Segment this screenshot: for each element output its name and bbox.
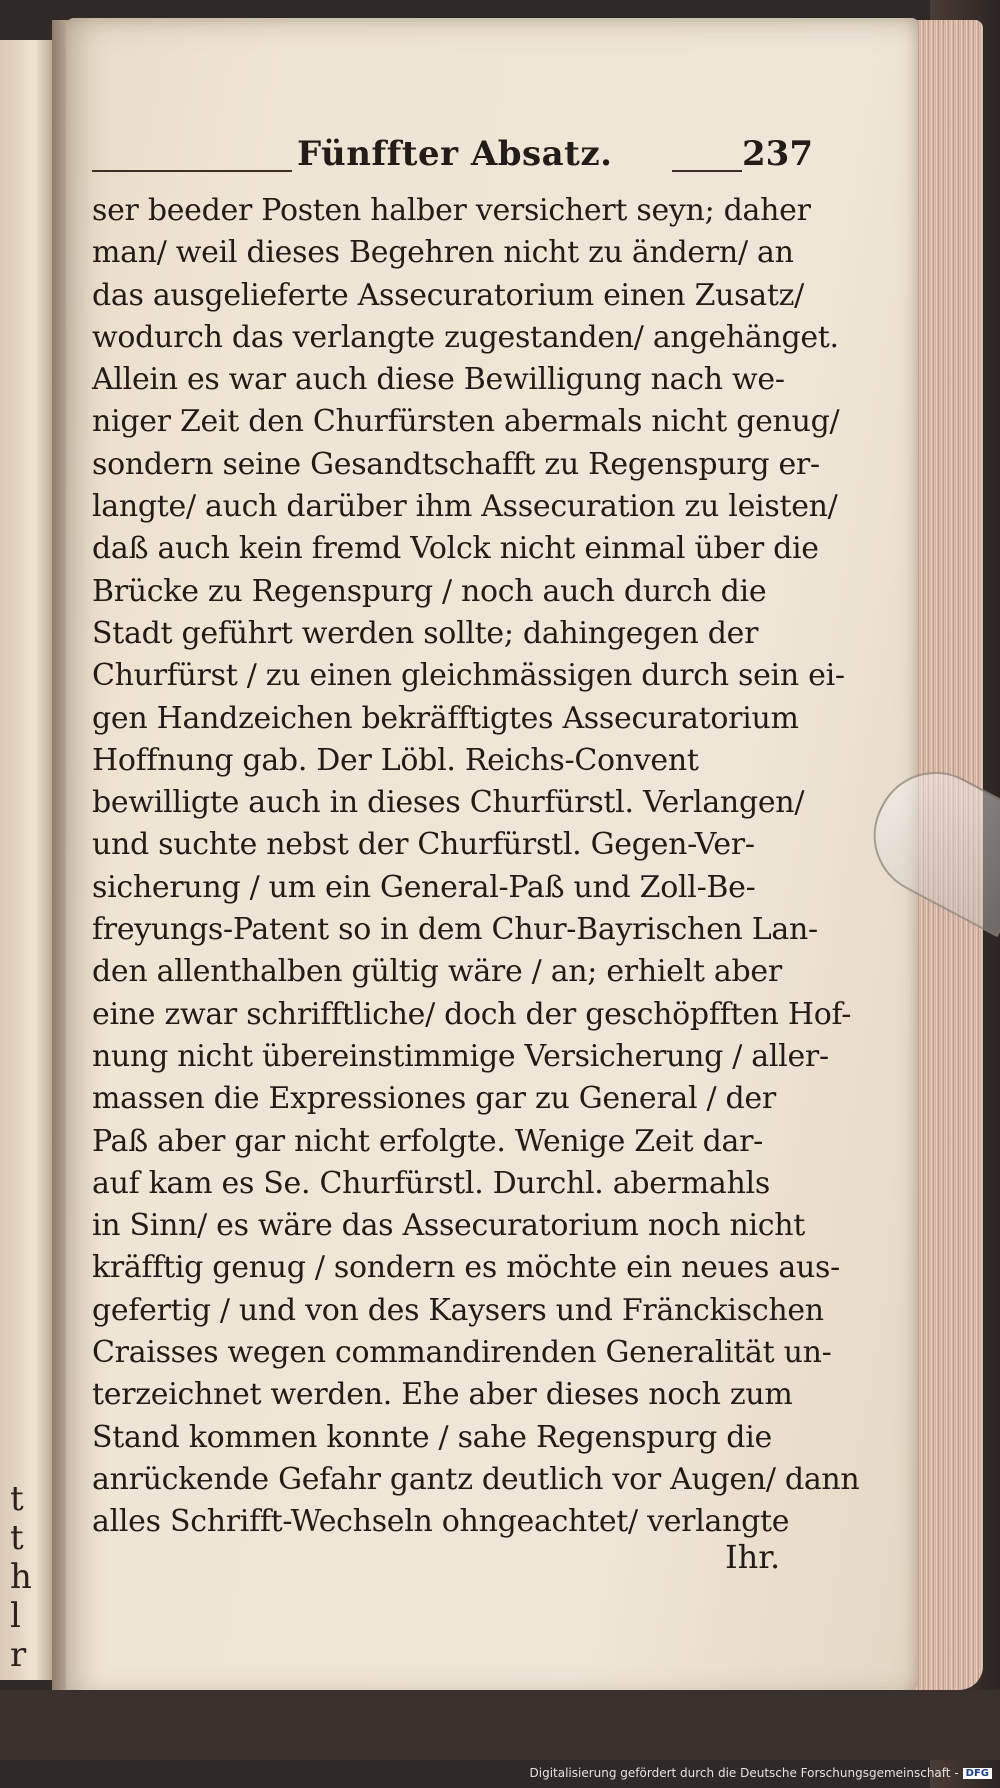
catchword: Ihr. [725,1538,781,1576]
text-line: langte/ auch darüber ihm Assecuration zu leisten/ [92,489,838,525]
text-line: das ausgelieferte Assecuratorium einen Zusatz/ [92,277,804,313]
body-text [92,190,860,1544]
text-line: bewilligte auch in dieses Churfürstl. Verlangen/ [92,785,805,821]
text-line: in Sinn/ es wäre das Assecuratorium noch nicht [92,1208,806,1244]
text-line: kräfftig genug / sondern es möchte ein neues aus- [92,1250,840,1286]
text-line: und suchte nebst der Churfürstl. Gegen-Ver- [92,827,755,863]
text-line: terzeichnet werden. Ehe aber dieses noch zum [92,1377,793,1413]
left-fragment: h [10,1557,32,1598]
page-number: 237 [742,134,813,174]
text-line: daß auch kein fremd Volck nicht einmal über die [92,531,819,567]
digitization-credit [530,1766,993,1780]
header-rule [672,170,742,172]
text-line: gefertig / und von des Kaysers und Fränckischen [92,1292,824,1328]
text-line: massen die Expressiones gar zu General / der [92,1081,776,1117]
left-page-fragments [10,1480,32,1675]
left-fragment: t [10,1518,24,1559]
text-line: sicherung / um ein General-Paß und Zoll-Be- [92,869,756,905]
text-line: anrückende Gefahr gantz deutlich vor Augen/ dann [92,1461,860,1497]
left-fragment: t [10,1479,24,1519]
text-line: Hoffnung gab. Der Löbl. Reichs-Convent [92,742,699,778]
text-line: niger Zeit den Churfürsten abermals nicht genug/ [92,404,840,440]
text-line: auf kam es Se. Churfürstl. Durchl. abermahls [92,1165,770,1201]
text-line: Brücke zu Regenspurg / noch auch durch die [92,573,767,609]
left-fragment: l [10,1596,21,1637]
header-rule [92,170,292,172]
text-line: Allein es war auch diese Bewilligung nach we- [92,362,785,398]
page-header [92,132,812,184]
text-line: gen Handzeichen bekräfftigtes Assecuratorium [92,700,799,736]
text-line: den allenthalben gültig wäre / an; erhielt aber [92,954,782,990]
scan-bottom-band [0,1690,1000,1760]
left-page-edge [0,40,58,1680]
text-line: freyungs-Patent so in dem Chur-Bayrischen Lan- [92,912,818,948]
text-line: Craisses wegen commandirenden Generalität un- [92,1335,832,1371]
left-fragment: r [10,1635,27,1676]
dfg-logo: DFG [963,1768,992,1779]
text-line: ser beeder Posten halber versichert seyn; daher [92,193,811,228]
text-line: sondern seine Gesandtschafft zu Regenspurg er- [92,446,820,482]
credit-text: Digitalisierung gefördert durch die Deutsche Forschungsgemeinschaft - [529,1766,959,1780]
text-line: alles Schrifft-Wechseln ohngeachtet/ verlangte [92,1504,790,1540]
text-line: man/ weil dieses Begehren nicht zu ändern/ an [92,235,794,271]
running-head: Fünffter Absatz. [297,134,613,174]
text-line: wodurch das verlangte zugestanden/ angehänget. [92,319,839,355]
text-line: Churfürst / zu einen gleichmässigen durch sein ei- [92,658,845,694]
text-line: eine zwar schrifftliche/ doch der geschöpfften Hof- [92,996,852,1032]
text-line: Paß aber gar nicht erfolgte. Wenige Zeit dar- [92,1123,763,1159]
text-line: Stadt geführt werden sollte; dahingegen der [92,615,759,651]
text-line: nung nicht übereinstimmige Versicherung / aller- [92,1038,829,1074]
text-line: Stand kommen konnte / sahe Regenspurg die [92,1419,772,1455]
